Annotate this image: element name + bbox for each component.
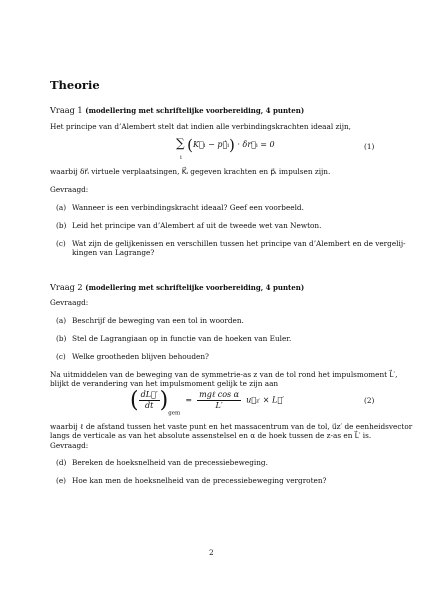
q2-after-2: langs de verticale as van het absolute assenstelsel en α de hoek tussen de z-as en L⃗′ is. (50, 431, 372, 440)
q1-gevraagd: Gevraagd: (50, 185, 89, 194)
page-number: 2 (209, 548, 214, 557)
q1-heading-note: (modellering met schriftelijke voorbereiding, 4 punten) (85, 106, 305, 115)
q1-item-c: (c) Wat zijn de gelijkenissen en verschillen tussen het principe van d’Alembert en de vergelij- (56, 239, 406, 248)
q2-paragraph-1: Na uitmiddelen van de beweging van de symmetrie-as z van de tol rond het impulsmoment L⃗′, (50, 370, 398, 379)
q1-equation: ∑ (K⃗i − p⃗̇i) · δr⃗i = 0 i (176, 136, 275, 161)
q2-heading (50, 282, 304, 292)
q2-heading-note: (modellering met schriftelijke voorbereiding, 4 punten) (85, 283, 305, 292)
q2-paragraph-2: blijkt de verandering van het impulsmoment gelijk te zijn aan (50, 379, 279, 388)
q1-equation-number: (1) (364, 142, 375, 151)
q1-item-b: (b) Leid het principe van d’Alembert af uit de tweede wet van Newton. (56, 221, 322, 230)
q1-heading-main: Vraag 1 (50, 105, 83, 115)
q2-item-a: (a) Beschrijf de beweging van een tol in woorden. (56, 316, 244, 325)
q2-item-e: (e) Hoe kan men de hoeksnelheid van de precessiebeweging vergroten? (56, 476, 327, 485)
q2-item-c: (c) Welke grootheden blijven behouden? (56, 352, 209, 361)
q1-heading (50, 105, 304, 115)
q2-gevraagd-2: Gevraagd: (50, 441, 89, 450)
q1-after-equation: waarbij δr⃗ᵢ virtuele verplaatsingen, K⃗ᵢ gegeven krachten en p⃗ᵢ impulsen zijn. (50, 167, 331, 176)
section-title: Theorie (50, 78, 100, 92)
q2-after-1: waarbij ℓ de afstand tussen het vaste punt en het massacentrum van de tol, u⃗z′ de eenheidsvector (50, 422, 413, 431)
q2-heading-main: Vraag 2 (50, 282, 83, 292)
q2-gevraagd: Gevraagd: (50, 298, 89, 307)
q1-item-a: (a) Wanneer is een verbindingskracht ideaal? Geef een voorbeeld. (56, 203, 304, 212)
q2-item-b: (b) Stel de Lagrangiaan op in functie van de hoeken van Euler. (56, 334, 292, 343)
q2-item-d: (d) Bereken de hoeksnelheid van de precessiebeweging. (56, 458, 268, 467)
q1-intro: Het principe van d’Alembert stelt dat indien alle verbindingskrachten ideaal zijn, (50, 122, 351, 131)
q1-item-c-cont: kingen van Lagrange? (72, 248, 155, 257)
q2-equation-number: (2) (364, 396, 375, 405)
q2-equation: ( $\frac{dL⃗'}{dt}$ )$_{gem}$ = $\frac{\text{mgℓ cos α}}{L'}$ u⃗z′ × L⃗′ (130, 388, 284, 417)
